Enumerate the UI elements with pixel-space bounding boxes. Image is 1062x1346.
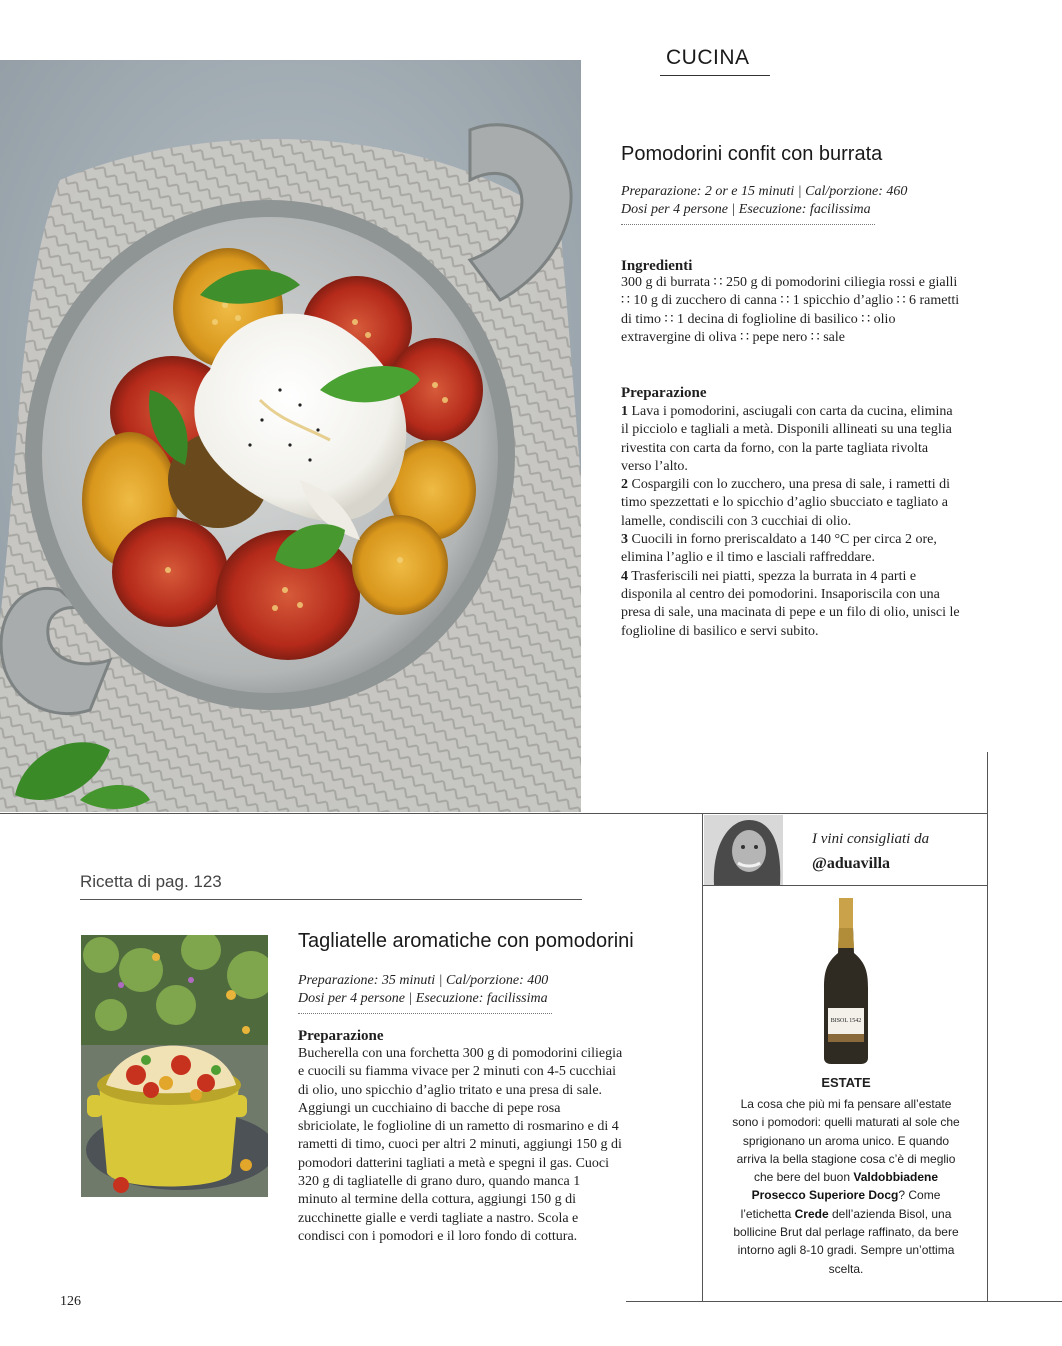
recipe1-meta-line1: Preparazione: 2 or e 15 minuti | Cal/porzione: 460 <box>621 184 908 199</box>
section-divider <box>0 813 988 814</box>
main-recipe-photo <box>0 60 581 812</box>
recipe1-meta <box>621 183 951 219</box>
sidebar-header-rule <box>702 885 988 886</box>
recipe1-meta-line2: Dosi per 4 persone | Esecuzione: facilissima <box>621 202 871 217</box>
sidebar-text-part: ? Come l’etichetta <box>740 1188 941 1221</box>
recipe1-step <box>621 476 961 531</box>
reference-rule <box>80 899 582 900</box>
recipe1-meta-rule <box>621 224 875 225</box>
recipe2-photo <box>81 935 268 1197</box>
recipe1-ingredients-heading: Ingredienti <box>621 258 693 274</box>
sidebar-border-right <box>987 813 988 1301</box>
recipe2-title: Tagliatelle aromatiche con pomodorini <box>298 930 634 952</box>
sidebar-text-part: dell’azienda Bisol, una bollicine Brut dal perlage raffinato, da bere intorno agli 8-10 gradi. Sempre un’ottima scelta. <box>733 1206 959 1276</box>
sidebar-text-part: La cosa che più mi fa pensare all’estate sono i pomodori: quelli maturati al sole che sprigionano un aroma unico. E quando arriva la bella stagione cosa c’è di meglio che bere del buon <box>732 1097 960 1185</box>
recipe2-preparation-text: Bucherella con una forchetta 300 g di pomodorini ciliegia e cuocili su fiamma vivace per 2 minuti con 4-5 cucchiai di olio, uno spicchio d’aglio tritato e una presa di sale. Aggiungi un cucchiaino di bacche di pepe rosa sbriciolate, le foglioline di un rametto di rosmarino e di 4 rametti di timo, cuoci per altri 2 minuti, aggiungi 150 g di pomodori datterini tagliati a metà e spegni il gas. Cuoci 320 g di tagliatelle di grano duro, quando manca 1 minuto al termine della cottura, aggiungi 150 g di zucchinette gialle e verdi tagliate a nastro. Scola e condisci con i pomodori e il loro fondo di cottura. <box>298 1046 623 1244</box>
wine-label-name: Crede <box>794 1206 829 1221</box>
sidebar-border-left <box>702 813 703 1301</box>
column-divider <box>987 752 988 814</box>
author-handle: @aduavilla <box>812 855 891 872</box>
recipe1-preparation-heading: Preparazione <box>621 385 707 401</box>
recipe1-step <box>621 403 961 476</box>
recipe1-step <box>621 531 961 568</box>
step-text: Trasferiscili nei piatti, spezza la burrata in 4 parti e disponila al centro dei pomodorini. Insaporiscila con una presa di sale, una macinata di pepe e un filo di olio, unisci le foglioline di basilico e servi subito. <box>621 568 960 639</box>
recipe1-preparation <box>621 403 961 641</box>
wine-denomination: Valdobbiadene Prosecco Superiore Docg <box>751 1170 939 1203</box>
recipe2-meta-line2: Dosi per 4 persone | Esecuzione: facilissima <box>298 991 548 1006</box>
step-text: Cospargili con lo zucchero, una presa di sale, i rametti di timo spezzettati e lo spicchio d’aglio sbucciato e tagliato a lamelle, condiscili con 3 cucchiai di olio. <box>621 477 951 529</box>
sidebar-caption: I vini consigliati da <box>812 831 930 847</box>
bottle-label-text: BISOL 1542 <box>830 1018 862 1024</box>
step-number: 4 <box>621 568 628 584</box>
recipe2-preparation-heading: Preparazione <box>298 1028 384 1044</box>
step-text: Lava i pomodorini, asciugali con carta da cucina, elimina il picciolo e tagliali a metà. Disponili allineati su una teglia rivestita con carta da forno, con la parte tagliata rivolta verso l’alto. <box>621 404 953 474</box>
step-number: 3 <box>621 532 628 548</box>
sidebar-text <box>730 1095 962 1278</box>
step-number: 1 <box>621 404 628 419</box>
page-number: 126 <box>60 1294 81 1309</box>
recipe1-step <box>621 568 961 641</box>
author-avatar <box>704 815 783 885</box>
step-text: Cuocili in forno preriscaldato a 140 °C per circa 2 ore, elimina l’aglio e il timo e lasciali raffreddare. <box>621 532 937 566</box>
recipe2-meta-rule <box>298 1013 552 1014</box>
recipe2-meta-line1: Preparazione: 35 minuti | Cal/porzione: 400 <box>298 973 549 988</box>
recipe-reference: Ricetta di pag. 123 <box>80 872 222 891</box>
wine-bottle-image <box>820 898 872 1064</box>
section-rule <box>660 75 770 76</box>
section-label: CUCINA <box>666 46 750 69</box>
recipe2-meta <box>298 972 598 1008</box>
step-number: 2 <box>621 477 628 493</box>
bottom-rule <box>626 1301 1062 1302</box>
wine-name: ESTATE <box>821 1075 871 1090</box>
recipe1-title: Pomodorini confit con burrata <box>621 143 883 165</box>
recipe1-ingredients-text: 300 g di burrata ∷ 250 g di pomodorini ciliegia rossi e gialli ∷ 10 g di zucchero di canna ∷ 1 spicchio d’aglio ∷ 6 rametti di timo ∷ 1 decina di foglioline di basilico ∷ olio extravergine di oliva ∷ pepe nero ∷ sale <box>621 275 960 345</box>
